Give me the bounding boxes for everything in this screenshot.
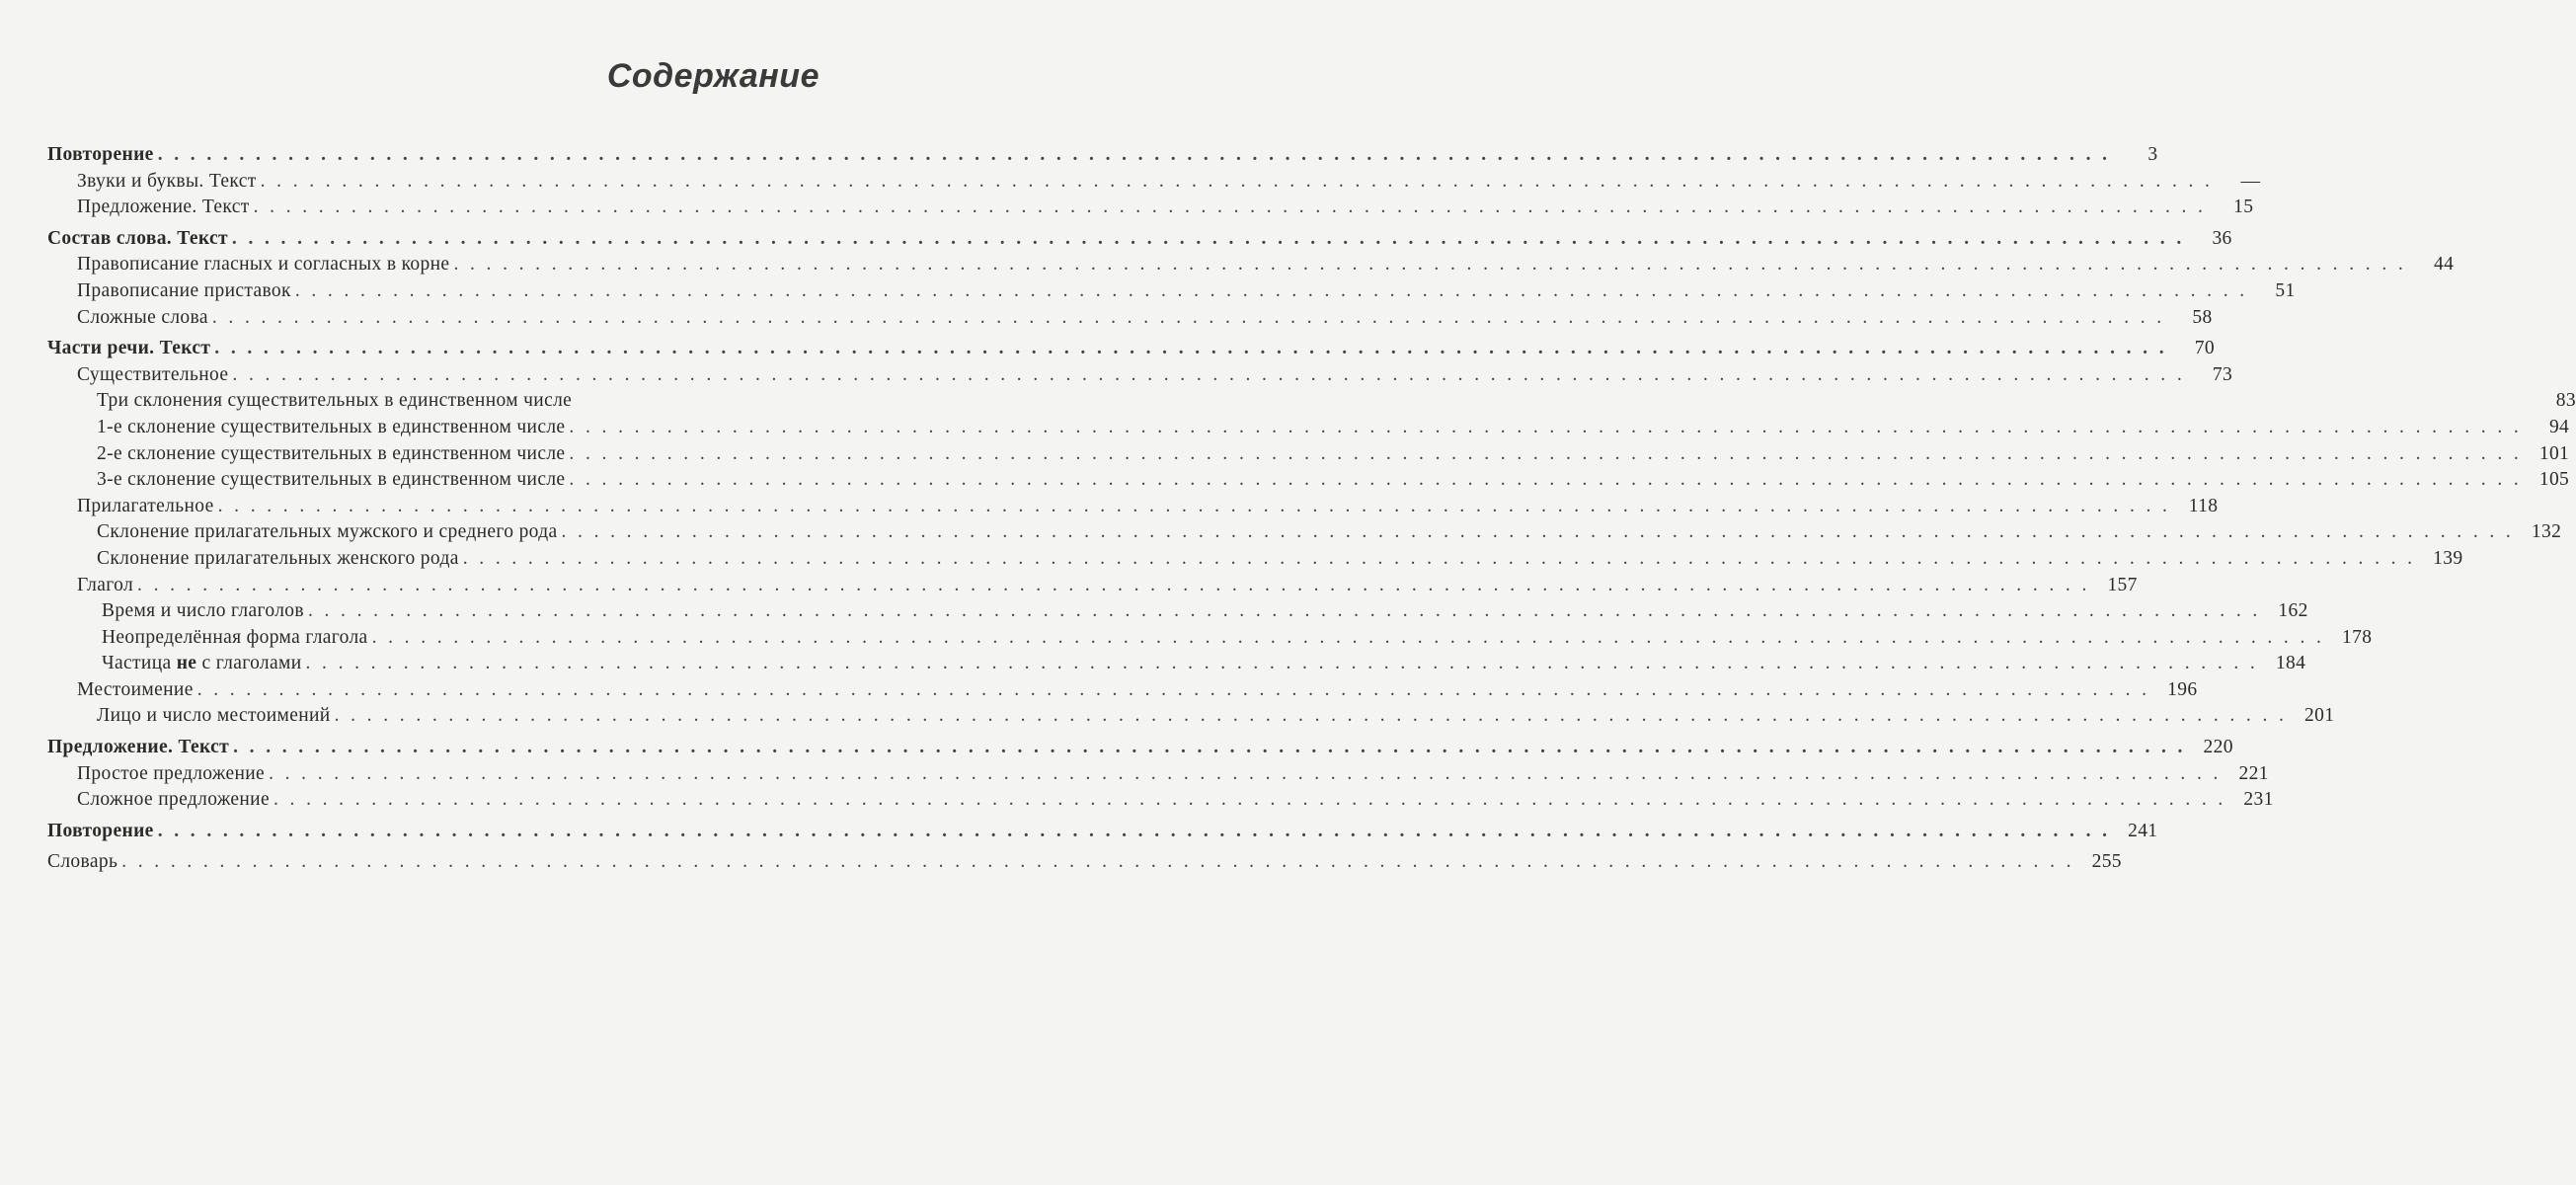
dot-leader: . . . . . . . . . . . . . . . . . . . . . . . . . . . . . . . . . . . . . . . . . . . . . . . . . . . . . . . . . . . . . . . . . . . . . . . . . . . . . . . . . . . . . . . . . . . . . . . . . . . . . . . . . . . . . . . . . . . . . . . . — [137, 574, 2090, 595]
dot-leader: . . . . . . . . . . . . . . . . . . . . . . . . . . . . . . . . . . . . . . . . . . . . . . . . . . . . . . . . . . . . . . . . . . . . . . . . . . . . . . . . . . . . . . . . . . . . . . . . . . . . . . . . . . . . . . . . . . . . . . . . — [211, 306, 2165, 328]
toc-section-row — [47, 737, 2233, 763]
dot-leader: . . . . . . . . . . . . . . . . . . . . . . . . . . . . . . . . . . . . . . . . . . . . . . . . . . . . . . . . . . . . . . . . . . . . . . . . . . . . . . . . . . . . . . . . . . . . . . . . . . . . . . . . . . . . . . . . . . . . . . . . — [121, 851, 2074, 873]
dot-leader: . . . . . . . . . . . . . . . . . . . . . . . . . . . . . . . . . . . . . . . . . . . . . . . . . . . . . . . . . . . . . . . . . . . . . . . . . . . . . . . . . . . . . . . . . . . . . . . . . . . . . . . . . . . . . . . . . . . . . . . . — [196, 678, 2150, 700]
toc-entry-row — [47, 442, 2570, 470]
toc-page-number: 73 — [2212, 363, 2233, 385]
toc-entry-row — [47, 363, 2233, 391]
dot-leader: . . . . . . . . . . . . . . . . . . . . . . . . . . . . . . . . . . . . . . . . . . . . . . . . . . . . . . . . . . . . . . . . . . . . . . . . . . . . . . . . . . . . . . . . . . . . . . . . . . . . . . . . . . . . . . . . . . . . . . . . — [260, 170, 2214, 192]
toc-page-number: 184 — [2275, 653, 2306, 674]
toc-entry-title: 2-е склонение существительных в единственном числе — [47, 443, 565, 465]
toc-entry-row — [47, 789, 2274, 816]
toc-entry-title: Склонение прилагательных мужского и среднего рода — [47, 521, 557, 543]
toc-entry-title: Время и число глаголов — [47, 600, 304, 622]
toc-page-number: 83 — [2555, 390, 2576, 412]
toc-page-number: 58 — [2192, 306, 2213, 328]
toc-section-row — [47, 227, 2232, 255]
toc-entry-row — [47, 197, 2254, 223]
toc-entry-title: Простое предложение — [47, 763, 265, 785]
dot-leader: . . . . . . . . . . . . . . . . . . . . . . . . . . . . . . . . . . . . . . . . . . . . . . . . . . . . . . . . . . . . . . . . . . . . . . . . . . . . . . . . . . . . . . . . . . . . . . . . . . . . . . . . . . . . . . . . . . . . . . . . — [231, 227, 2185, 249]
toc-entry-row — [47, 390, 2576, 417]
dot-leader: . . . . . . . . . . . . . . . . . . . . . . . . . . . . . . . . . . . . . . . . . . . . . . . . . . . . . . . . . . . . . . . . . . . . . . . . . . . . . . . . . . . . . . . . . . . . . . . . . . . . . . . . . . . . . . . . . . . . . . . . — [233, 737, 2186, 758]
toc-page-number: 255 — [2091, 851, 2122, 873]
table-of-contents — [47, 144, 2576, 878]
toc-entry-title: Повторение — [47, 144, 154, 165]
toc-entry-title: Неопределённая форма глагола — [47, 627, 368, 649]
toc-page-number: 196 — [2167, 678, 2198, 700]
toc-page-number: 178 — [2342, 626, 2373, 648]
toc-entry-row — [47, 600, 2308, 627]
toc-entry-row — [47, 678, 2198, 706]
toc-page-number: 201 — [2304, 705, 2335, 727]
toc-entry-title: Склонение прилагательных женского рода — [47, 548, 459, 570]
toc-section-row — [47, 820, 2158, 847]
toc-entry-title: Прилагательное — [47, 496, 214, 517]
dot-leader: . . . . . . . . . . . . . . . . . . . . . . . . . . . . . . . . . . . . . . . . . . . . . . . . . . . . . . . . . . . . . . . . . . . . . . . . . . . . . . . . . . . . . . . . . . . . . . . . . . . . . . . . . . . . . . . . . . . . . . . . — [294, 279, 2248, 301]
toc-entry-row — [47, 254, 2455, 280]
dot-leader: . . . . . . . . . . . . . . . . . . . . . . . . . . . . . . . . . . . . . . . . . . . . . . . . . . . . . . . . . . . . . . . . . . . . . . . . . . . . . . . . . . . . . . . . . . . . . . . . . . . . . . . . . . . . . . . . . . . . . . . . — [453, 254, 2407, 276]
toc-entry-row — [47, 306, 2213, 334]
toc-page-number: 3 — [2147, 144, 2158, 165]
toc-page-number: 105 — [2538, 469, 2570, 491]
toc-page-number: 221 — [2238, 762, 2269, 784]
toc-entry-title: Местоимение — [47, 679, 194, 701]
toc-entry-row — [47, 762, 2269, 790]
toc-page-number: 118 — [2188, 495, 2219, 516]
toc-entry-row — [47, 469, 2570, 496]
toc-section-row — [47, 338, 2215, 364]
dot-leader: . . . . . . . . . . . . . . . . . . . . . . . . . . . . . . . . . . . . . . . . . . . . . . . . . . . . . . . . . . . . . . . . . . . . . . . . . . . . . . . . . . . . . . . . . . . . . . . . . . . . . . . . . . . . . . . . . . . . . . . . — [307, 600, 2261, 622]
toc-page-number: 70 — [2194, 338, 2215, 359]
toc-entry-row — [47, 521, 2562, 548]
dot-leader: . . . . . . . . . . . . . . . . . . . . . . . . . . . . . . . . . . . . . . . . . . . . . . . . . . . . . . . . . . . . . . . . . . . . . . . . . . . . . . . . . . . . . . . . . . . . . . . . . . . . . . . . . . . . . . . . . . . . . . . . — [569, 469, 2523, 491]
toc-entry-row — [47, 495, 2219, 522]
toc-entry-title: Сложные слова — [47, 307, 208, 329]
toc-entry-title: Лицо и число местоимений — [47, 705, 331, 727]
page-title: Содержание — [606, 57, 820, 95]
toc-page-number: 15 — [2233, 197, 2254, 218]
dot-leader: . . . . . . . . . . . . . . . . . . . . . . . . . . . . . . . . . . . . . . . . . . . . . . . . . . . . . . . . . . . . . . . . . . . . . . . . . . . . . . . . . . . . . . . . . . . . . . . . . . . . . . . . . . . . . . . . . . . . . . . . — [217, 495, 2171, 516]
toc-entry-title: Звуки и буквы. Текст — [47, 171, 257, 193]
toc-entry-row — [47, 653, 2306, 679]
toc-entry-row — [47, 574, 2138, 601]
toc-page-number: 36 — [2212, 227, 2232, 249]
toc-entry-row — [47, 170, 2261, 198]
toc-entry-row — [47, 279, 2296, 307]
dot-leader: . . . . . . . . . . . . . . . . . . . . . . . . . . . . . . . . . . . . . . . . . . . . . . . . . . . . . . . . . . . . . . . . . . . . . . . . . . . . . . . . . . . . . . . . . . . . . . . . . . . . . . . . . . . . . . . . . . . . . . . . — [569, 442, 2523, 464]
toc-entry-row — [47, 626, 2373, 654]
dot-leader: . . . . . . . . . . . . . . . . . . . . . . . . . . . . . . . . . . . . . . . . . . . . . . . . . . . . . . . . . . . . . . . . . . . . . . . . . . . . . . . . . . . . . . . . . . . . . . . . . . . . . . . . . . . . . . . . . . . . . . . . — [273, 789, 2226, 811]
toc-page-number: 241 — [2128, 820, 2158, 841]
toc-page-number: 157 — [2107, 574, 2138, 595]
toc-page-number: — — [2240, 170, 2261, 192]
toc-entry-title: Повторение — [47, 820, 154, 841]
toc-page-number: 139 — [2433, 547, 2463, 569]
toc-entry-title: Сложное предложение — [47, 789, 270, 811]
toc-entry-title-rest: с глаголами — [196, 653, 302, 674]
toc-entry-row — [47, 416, 2570, 443]
dot-leader: . . . . . . . . . . . . . . . . . . . . . . . . . . . . . . . . . . . . . . . . . . . . . . . . . . . . . . . . . . . . . . . . . . . . . . . . . . . . . . . . . . . . . . . . . . . . . . . . . . . . . . . . . . . . . . . . . . . . . . . . — [371, 626, 2325, 648]
toc-entry-title: Словарь — [47, 851, 118, 873]
toc-page-number: 132 — [2531, 521, 2562, 543]
toc-entry-title: Частица не с глаголами — [47, 653, 301, 674]
dot-leader: . . . . . . . . . . . . . . . . . . . . . . . . . . . . . . . . . . . . . . . . . . . . . . . . . . . . . . . . . . . . . . . . . . . . . . . . . . . . . . . . . . . . . . . . . . . . . . . . . . . . . . . . . . . . . . . . . . . . . . . . — [305, 653, 2259, 674]
dot-leader: . . . . . . . . . . . . . . . . . . . . . . . . . . . . . . . . . . . . . . . . . . . . . . . . . . . . . . . . . . . . . . . . . . . . . . . . . . . . . . . . . . . . . . . . . . . . . . . . . . . . . . . . . . . . . . . . . . . . . . . . — [561, 521, 2515, 543]
toc-section-row — [47, 144, 2158, 171]
dot-leader: . . . . . . . . . . . . . . . . . . . . . . . . . . . . . . . . . . . . . . . . . . . . . . . . . . . . . . . . . . . . . . . . . . . . . . . . . . . . . . . . . . . . . . . . . . . . . . . . . . . . . . . . . . . . . . . . . . . . . . . . — [232, 363, 2186, 385]
toc-page-number: 94 — [2548, 416, 2570, 437]
toc-entry-title: Предложение. Текст — [47, 737, 230, 758]
toc-page-number: 44 — [2433, 254, 2455, 276]
toc-page-number: 231 — [2243, 789, 2274, 811]
dot-leader: . . . . . . . . . . . . . . . . . . . . . . . . . . . . . . . . . . . . . . . . . . . . . . . . . . . . . . . . . . . . . . . . . . . . . . . . . . . . . . . . . . . . . . . . . . . . . . . . . . . . . . . . . . . . . . . . . . . . . . . . — [462, 547, 2416, 569]
toc-page-number: 51 — [2275, 279, 2296, 301]
toc-entry-title: Глагол — [47, 575, 133, 596]
toc-page-number: 101 — [2538, 442, 2570, 464]
toc-entry-title: 1-е склонение существительных в единственном числе — [47, 417, 565, 438]
toc-section-row — [47, 851, 2122, 878]
dot-leader: . . . . . . . . . . . . . . . . . . . . . . . . . . . . . . . . . . . . . . . . . . . . . . . . . . . . . . . . . . . . . . . . . . . . . . . . . . . . . . . . . . . . . . . . . . . . . . . . . . . . . . . . . . . . . . . . . . . . . . . . — [334, 705, 2288, 727]
toc-entry-title: Части речи. Текст — [47, 338, 211, 359]
toc-page-number: 220 — [2203, 737, 2233, 758]
toc-entry-title: Существительное — [47, 364, 228, 386]
toc-entry-row — [47, 705, 2335, 732]
toc-entry-emphasis: не — [176, 653, 197, 674]
toc-entry-title: 3-е склонение существительных в единственном числе — [47, 469, 565, 491]
toc-entry-title: Предложение. Текст — [47, 197, 250, 218]
toc-entry-title: Состав слова. Текст — [47, 227, 228, 249]
toc-entry-row — [47, 547, 2463, 575]
toc-entry-title: Правописание приставок — [47, 280, 291, 302]
dot-leader: . . . . . . . . . . . . . . . . . . . . . . . . . . . . . . . . . . . . . . . . . . . . . . . . . . . . . . . . . . . . . . . . . . . . . . . . . . . . . . . . . . . . . . . . . . . . . . . . . . . . . . . . . . . . . . . . . . . . . . . . — [253, 197, 2207, 218]
dot-leader: . . . . . . . . . . . . . . . . . . . . . . . . . . . . . . . . . . . . . . . . . . . . . . . . . . . . . . . . . . . . . . . . . . . . . . . . . . . . . . . . . . . . . . . . . . . . . . . . . . . . . . . . . . . . . . . . . . . . . . . . — [269, 762, 2222, 784]
dot-leader: . . . . . . . . . . . . . . . . . . . . . . . . . . . . . . . . . . . . . . . . . . . . . . . . . . . . . . . . . . . . . . . . . . . . . . . . . . . . . . . . . . . . . . . . . . . . . . . . . . . . . . . . . . . . . . . . . . . . . . . . — [569, 416, 2523, 437]
toc-page-number: 162 — [2278, 600, 2308, 622]
dot-leader: . . . . . . . . . . . . . . . . . . . . . . . . . . . . . . . . . . . . . . . . . . . . . . . . . . . . . . . . . . . . . . . . . . . . . . . . . . . . . . . . . . . . . . . . . . . . . . . . . . . . . . . . . . . . . . . . . . . . . . . . — [157, 144, 2111, 165]
dot-leader: . . . . . . . . . . . . . . . . . . . . . . . . . . . . . . . . . . . . . . . . . . . . . . . . . . . . . . . . . . . . . . . . . . . . . . . . . . . . . . . . . . . . . . . . . . . . . . . . . . . . . . . . . . . . . . . . . . . . . . . . — [157, 820, 2111, 841]
dot-leader: . . . . . . . . . . . . . . . . . . . . . . . . . . . . . . . . . . . . . . . . . . . . . . . . . . . . . . . . . . . . . . . . . . . . . . . . . . . . . . . . . . . . . . . . . . . . . . . . . . . . . . . . . . . . . . . . . . . . . . . . — [214, 338, 2167, 359]
toc-entry-title: Правописание гласных и согласных в корне — [47, 254, 449, 276]
toc-entry-title: Три склонения существительных в единственном числе — [47, 390, 572, 412]
